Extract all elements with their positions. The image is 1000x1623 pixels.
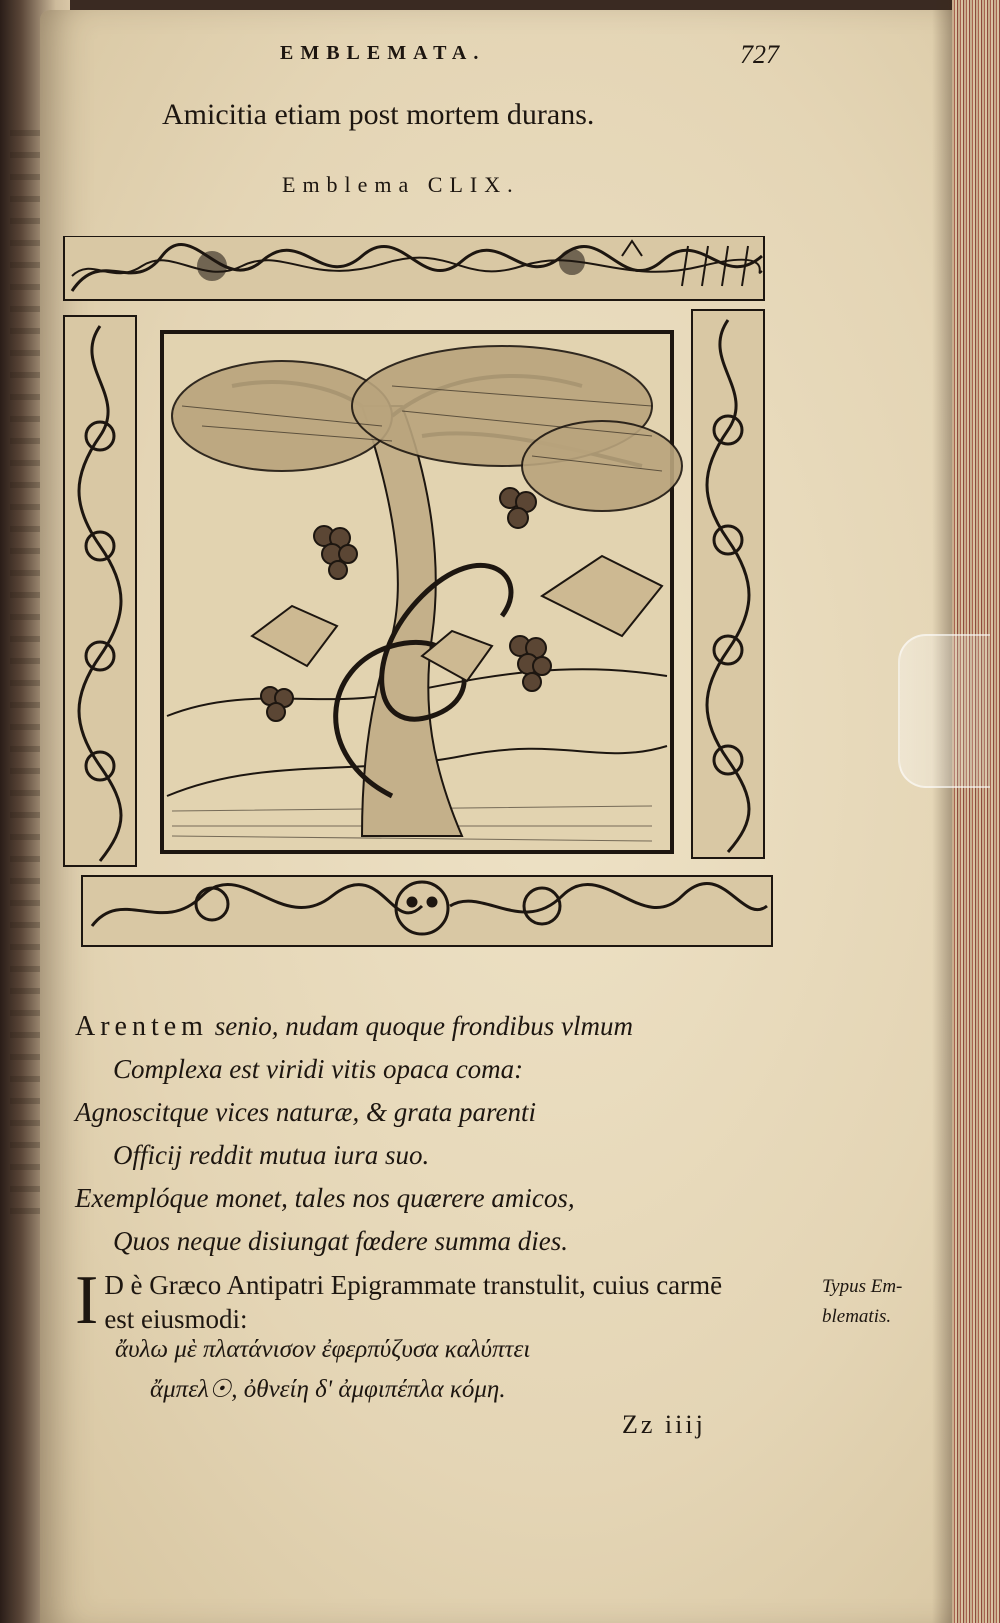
emblem-number: Emblema CLIX. <box>282 172 520 197</box>
running-head: EMBLEMATA. <box>280 42 486 64</box>
verse-line-1-rest: senio, nudam quoque frondibus vlmum <box>207 1011 633 1041</box>
margin-note <box>822 1272 932 1332</box>
margin-note-line-1: Typus Em- <box>822 1276 903 1297</box>
verse-line-3: Agnoscitque vices naturæ, & grata parenti <box>75 1097 536 1127</box>
verse-line-6: Quos neque disiungat fœdere summa dies. <box>113 1226 568 1256</box>
verse-line-2: Complexa est viridi vitis opaca coma: <box>113 1054 524 1084</box>
commentary-initial: I <box>75 1262 99 1339</box>
glass-page-weight <box>898 634 990 788</box>
woodcut-elm-and-vine-icon <box>62 236 792 976</box>
right-border-ornament <box>692 310 764 858</box>
greek-line-2: ἄμπελ☉, ὀθνείη δ' ἀμφιπέπλα κόμη. <box>150 1376 506 1403</box>
central-scene <box>162 332 682 852</box>
left-border-ornament <box>64 316 136 866</box>
verse-line-4: Officij reddit mutua iura suo. <box>113 1140 430 1170</box>
emblem-motto: Amicitia etiam post mortem durans. <box>162 98 595 131</box>
stacked-page-edges <box>952 0 1000 1623</box>
commentary-line-1: D è Græco Antipatri Epigrammate transtulit, cuius carmē <box>104 1270 723 1300</box>
page-number: 727 <box>740 40 779 69</box>
verse-line-1 <box>75 1005 795 1048</box>
woodcut-illustration <box>62 236 792 976</box>
verse-dropcap-word: Arentem <box>75 1011 208 1042</box>
signature-mark: Zz iiij <box>622 1410 706 1439</box>
emblem-verse <box>75 1005 795 1263</box>
commentary-line-2: est eiusmodi: <box>104 1304 248 1334</box>
page-edge-shadow <box>932 0 952 1623</box>
greek-line-1: ἄυλω μὲ πλατάνισον ἐφερπύζυσα καλύπτει <box>115 1336 531 1363</box>
bottom-frieze <box>82 876 772 946</box>
verse-line-5: Exemplóque monet, tales nos quærere amicos, <box>75 1183 575 1213</box>
margin-note-line-2: blematis. <box>822 1306 892 1327</box>
top-frieze <box>64 236 764 300</box>
commentary <box>75 1262 815 1339</box>
